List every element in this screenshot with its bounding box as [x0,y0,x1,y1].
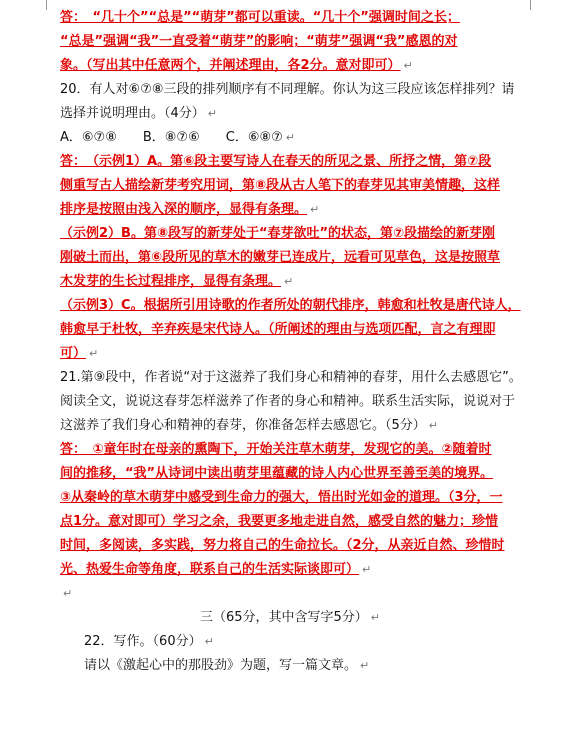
paragraph-mark-icon: ↵ [285,131,295,144]
answer-line: （示例3）C。根据所引用诗歌的作者所处的朝代排序，韩愈和杜牧是唐代诗人， [60,298,521,313]
paragraph-mark-icon: ↵ [370,611,381,624]
answer-line: 韩愈早于杜牧，辛弃疾是宋代诗人。（所阐述的理由与选项匹配，言之有理即 [60,322,496,337]
paragraph-mark-icon: ↵ [284,275,294,288]
margin-corner-mark [36,0,47,10]
question-line: 这滋养了我们身心和精神的春芽，你准备怎样去感恩它。（5分） ↵ [60,414,520,438]
answer-line: 答： “几十个”“总是”“萌芽”都可以重读。“几十个”强调时间之长； [60,10,460,25]
margin-corner-mark [530,0,541,10]
question-line: 21.第⑨段中，作者说“对于这滋养了我们身心和精神的春芽，用什么去感恩它”。 [60,370,522,385]
empty-paragraph [60,582,520,606]
answer-line: 时间，多阅读，多实践，努力将自己的生命拉长。（2分，从亲近自然、珍惜时 [60,538,505,553]
answer-line: “总是”强调“我”一直受着“萌芽”的影响；“萌芽”强调“我”感恩的对 [60,34,458,49]
paragraph-mark-icon: ↵ [428,419,438,432]
paragraph-mark-icon: ↵ [207,107,217,120]
answer-line: ③从秦岭的草木萌芽中感受到生命力的强大，悟出时光如金的道理。（3分，一 [60,490,503,505]
document-body [60,6,520,678]
paragraph-mark-icon: ↵ [63,587,73,600]
answer-line: 答： （示例1）A。第⑥段主要写诗人在春天的所见之景、所抒之情，第⑦段 [60,154,492,169]
question-line: 选择并说明理由。（4分） ↵ [60,102,520,126]
answer-line: 答： ①童年时在母亲的熏陶下，开始关注草木萌芽，发现它的美。②随着时 [60,442,492,457]
paragraph-mark-icon: ↵ [89,347,99,360]
answer-line: 排序是按照由浅入深的顺序，显得有条理。 ↵ [60,198,520,222]
answer-line: 象。（写出其中任意两个，并阐述理由，各2分。意对即可） ↵ [60,54,520,78]
question-line: 阅读全文，说说这春芽怎样滋养了作者的身心和精神。联系生活实际，说说对于 [60,394,516,409]
question-options: A．⑥⑦⑧ B．⑧⑦⑥ C．⑥⑧⑦ ↵ [60,126,520,150]
section-heading: 三（65分，其中含写字5分） ↵ [60,606,520,630]
answer-line: （示例2）B。第⑧段写的新芽处于“春芽欲吐”的状态，第⑦段描绘的新芽刚 [60,226,496,241]
paragraph-mark-icon: ↵ [362,563,372,576]
paragraph-mark-icon: ↵ [204,635,214,648]
answer-line: 刚破土而出，第⑥段所见的草木的嫩芽已连成片，远看可见草色，这是按照草 [60,250,501,265]
paragraph-mark-icon: ↵ [360,659,370,672]
question-line: 22．写作。（60分） ↵ [60,630,520,654]
answer-line: 光、热爱生命等角度，联系自己的生活实际谈即可） ↵ [60,558,520,582]
answer-line: 点1分。意对即可）学习之余，我要更多地走进自然，感受自然的魅力；珍惜 [60,514,499,529]
answer-line: 间的推移，“我”从诗词中读出萌芽里蕴藏的诗人内心世界至善至美的境界。 [60,466,494,481]
paragraph-mark-icon: ↵ [310,203,320,216]
answer-line: 可） ↵ [60,342,520,366]
question-line: 20．有人对⑥⑦⑧三段的排列顺序有不同理解。你认为这三段应该怎样排列？请 [60,82,515,97]
answer-line: 木发芽的生长过程排序，显得有条理。 ↵ [60,270,520,294]
answer-line: 侧重写古人描绘新芽考究用词，第⑧段从古人笔下的春芽见其审美情趣，这样 [60,178,501,193]
writing-prompt: 请以《激起心中的那股劲》为题，写一篇文章。 ↵ [60,654,520,678]
paragraph-mark-icon: ↵ [403,59,413,72]
